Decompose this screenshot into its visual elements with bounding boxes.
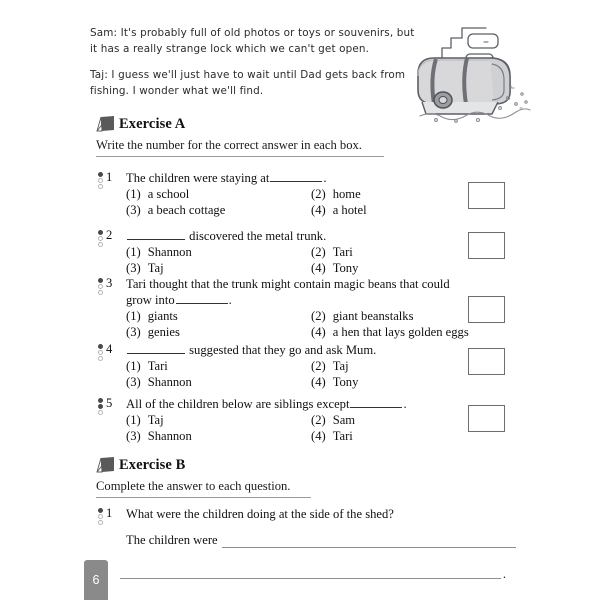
difficulty-dot: [98, 242, 103, 247]
dialogue-line-sam: Sam: It's probably full of old photos or toys or souvenirs, but it has a really strange lock which we can't get open.: [90, 27, 415, 55]
answer-write-line-2[interactable]: [120, 566, 501, 579]
option-label: (2): [311, 245, 326, 259]
question-a-1: [96, 170, 516, 218]
answer-blank: [127, 342, 185, 354]
difficulty-dot: [98, 356, 103, 361]
option-text: a beach cottage: [147, 202, 226, 217]
difficulty-dot: [98, 290, 103, 295]
difficulty-dot: [98, 344, 103, 349]
pencil-icon: [96, 456, 118, 474]
option-item[interactable]: [126, 325, 311, 341]
written-answer-row: [126, 533, 516, 548]
option-text: Shannon: [147, 428, 192, 443]
difficulty-dot: [98, 172, 103, 177]
difficulty-marker: [96, 172, 105, 190]
answer-blank: [270, 170, 322, 182]
exercise-a-title: Exercise A: [119, 115, 186, 132]
option-item[interactable]: [311, 413, 355, 429]
option-item[interactable]: [126, 413, 311, 429]
answer-box-5[interactable]: [468, 405, 505, 432]
option-text: Sam: [332, 413, 356, 427]
question-a-3: [96, 276, 516, 340]
stem-text: All of the children below are siblings except: [126, 397, 350, 411]
option-text: Taj: [332, 359, 349, 373]
option-item[interactable]: [126, 187, 311, 203]
option-label: (4): [311, 202, 326, 217]
option-list: [126, 309, 516, 340]
question-stem: [126, 276, 456, 308]
option-text: Tari: [332, 428, 353, 443]
option-row: [126, 375, 516, 391]
answer-box-4[interactable]: [468, 348, 505, 375]
option-label: (1): [126, 413, 141, 427]
option-row: [126, 309, 516, 325]
option-text: a school: [147, 187, 190, 201]
option-label: (3): [126, 202, 141, 217]
option-text: Tony: [332, 260, 359, 275]
stem-tail: .: [228, 293, 232, 307]
stem-tail: discovered the metal trunk.: [189, 229, 327, 243]
option-label: (3): [126, 374, 141, 389]
option-item[interactable]: [126, 203, 311, 219]
question-stem: [126, 228, 516, 244]
exercise-b-header: [96, 455, 516, 498]
option-label: (3): [126, 260, 141, 275]
stem-tail: .: [403, 397, 407, 411]
option-item[interactable]: [126, 309, 311, 325]
option-row: [126, 261, 516, 277]
answer-box-3[interactable]: [468, 296, 505, 323]
option-item[interactable]: [126, 359, 311, 375]
option-item[interactable]: [311, 309, 413, 325]
answer-blank: [350, 396, 402, 408]
answer-box-1[interactable]: [468, 182, 505, 209]
question-number: 5: [106, 396, 113, 410]
option-label: (4): [311, 260, 326, 275]
option-row: [126, 187, 516, 203]
option-text: Shannon: [147, 374, 192, 389]
question-a-5: [96, 396, 516, 444]
option-text: Tari: [332, 245, 353, 259]
option-item[interactable]: [126, 429, 311, 445]
option-label: (3): [126, 428, 141, 443]
option-label: (1): [126, 359, 141, 373]
difficulty-marker: [96, 278, 105, 296]
option-label: (4): [311, 324, 326, 339]
metal-trunk-illustration: [412, 16, 542, 128]
answer-write-line-1[interactable]: [222, 535, 516, 548]
option-text: giants: [147, 309, 178, 323]
option-text: Taj: [147, 260, 164, 275]
option-item[interactable]: [311, 429, 353, 445]
option-text: Taj: [147, 413, 164, 427]
option-item[interactable]: [126, 261, 311, 277]
question-stem: [126, 396, 516, 412]
question-number: 2: [106, 228, 113, 242]
question-stem: What were the children doing at the side of the shed?: [126, 507, 394, 521]
difficulty-marker: [96, 230, 105, 248]
stem-tail: suggested that they go and ask Mum.: [189, 343, 377, 357]
option-item[interactable]: [311, 359, 349, 375]
answer-blank: [176, 292, 228, 304]
stem-text: Tari thought that the trunk might contain magic beans that could grow into: [126, 277, 450, 307]
difficulty-dot: [98, 278, 103, 283]
option-label: (4): [311, 428, 326, 443]
option-list: [126, 187, 516, 218]
story-dialogue: [90, 26, 420, 99]
option-text: genies: [147, 324, 180, 339]
option-item[interactable]: [311, 203, 367, 219]
option-label: (2): [311, 187, 326, 201]
option-item[interactable]: [311, 325, 469, 341]
option-label: (2): [311, 359, 326, 373]
question-number: 1: [106, 170, 113, 184]
exercise-a-instruction: Write the number for the correct answer in each box.: [96, 138, 384, 157]
option-label: (2): [311, 413, 326, 427]
option-text: giant beanstalks: [332, 309, 414, 323]
option-item[interactable]: [311, 375, 358, 391]
option-text: home: [332, 187, 361, 201]
question-b-1: [96, 506, 516, 548]
option-label: (1): [126, 309, 141, 323]
exercise-a-header: [96, 114, 516, 157]
difficulty-dot: [98, 410, 103, 415]
dialogue-line-taj: Taj: I guess we'll just have to wait until Dad gets back from fishing. I wonder what we'll find.: [90, 69, 406, 97]
option-item[interactable]: [126, 375, 311, 391]
option-row: [126, 413, 516, 429]
answer-box-2[interactable]: [468, 232, 505, 259]
difficulty-dot: [98, 398, 103, 403]
option-text: Tari: [147, 359, 168, 373]
difficulty-dot: [98, 178, 103, 183]
page-number-tab: 6: [84, 560, 108, 600]
difficulty-dot: [98, 514, 103, 519]
question-number: 4: [106, 342, 113, 356]
option-item[interactable]: [311, 245, 353, 261]
difficulty-dot: [98, 520, 103, 525]
option-text: Shannon: [147, 245, 192, 259]
question-a-4: [96, 342, 516, 390]
option-list: [126, 413, 516, 444]
difficulty-dot: [98, 508, 103, 513]
option-label: (4): [311, 374, 326, 389]
trailing-period: .: [502, 567, 506, 581]
question-a-2: [96, 228, 516, 276]
written-answer-row-2: [120, 566, 506, 579]
difficulty-marker: [96, 398, 105, 416]
difficulty-dot: [98, 350, 103, 355]
difficulty-dot: [98, 404, 103, 409]
question-stem: [126, 170, 516, 186]
option-item[interactable]: [311, 187, 361, 203]
option-list: [126, 359, 516, 390]
difficulty-dot: [98, 184, 103, 189]
option-text: Tony: [332, 374, 359, 389]
option-label: (1): [126, 245, 141, 259]
answer-blank: [127, 228, 185, 240]
option-item[interactable]: [311, 261, 358, 277]
option-label: (3): [126, 324, 141, 339]
difficulty-dot: [98, 230, 103, 235]
option-row: [126, 245, 516, 261]
option-row: [126, 203, 516, 219]
pencil-icon: [96, 115, 118, 133]
option-item[interactable]: [126, 245, 311, 261]
option-row: [126, 429, 516, 445]
difficulty-dot: [98, 284, 103, 289]
option-row: [126, 325, 516, 341]
question-stem: [126, 342, 516, 358]
question-number: 3: [106, 276, 113, 290]
difficulty-marker: [96, 508, 105, 526]
stem-text: The children were staying at: [126, 171, 270, 185]
exercise-b-instruction: Complete the answer to each question.: [96, 479, 311, 498]
option-text: a hen that lays golden eggs: [332, 324, 469, 339]
answer-lead-text: The children were: [126, 533, 218, 547]
option-label: (2): [311, 309, 326, 323]
option-list: [126, 245, 516, 276]
option-text: a hotel: [332, 202, 367, 217]
question-number: 1: [106, 506, 113, 520]
option-row: [126, 359, 516, 375]
difficulty-marker: [96, 344, 105, 362]
difficulty-dot: [98, 236, 103, 241]
option-label: (1): [126, 187, 141, 201]
exercise-b-title: Exercise B: [119, 456, 186, 473]
stem-tail: .: [323, 171, 327, 185]
